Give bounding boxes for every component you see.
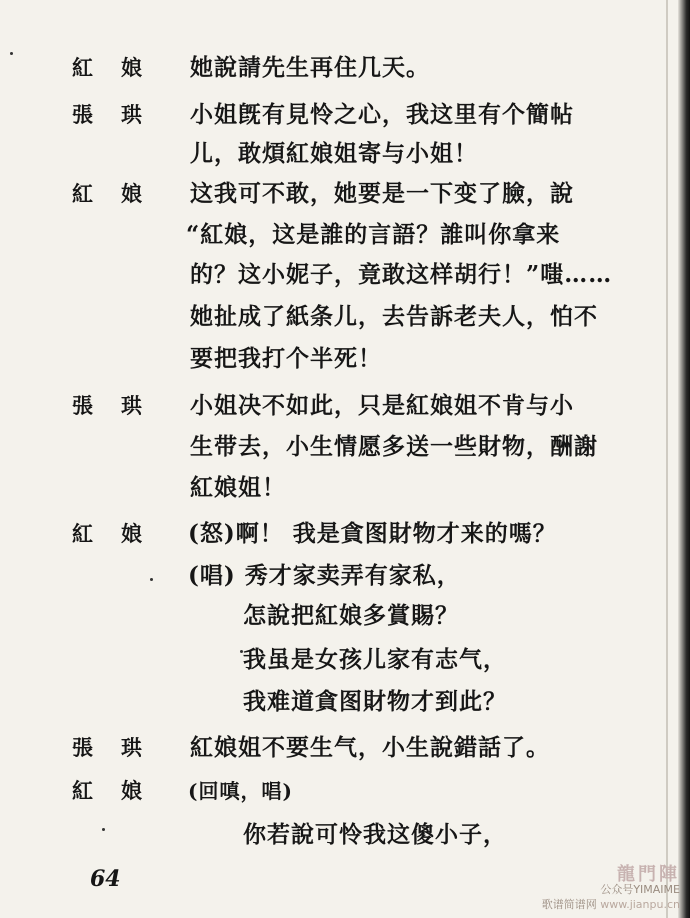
dialogue-text: 你若說可怜我这傻小子， [243, 821, 507, 848]
dialogue-text: 紅娘姐！ [190, 474, 286, 501]
watermark-site [542, 897, 680, 912]
ink-speck [10, 52, 13, 55]
dialogue-text: 小姐决不如此，只是紅娘姐不肯与小 [190, 392, 574, 419]
dialogue-text: 她說請先生再住几天。 [190, 54, 430, 81]
dialogue-text: (怒)啊！ 我是貪图財物才来的嗎？ [188, 520, 557, 547]
dialogue-text: 生带去，小生情愿多送一些財物，酬謝 [190, 433, 598, 460]
watermark [541, 864, 680, 912]
dialogue-text: 儿，敢煩紅娘姐寄与小姐！ [190, 140, 478, 167]
watermark-logo: 龍門陣 [617, 864, 680, 885]
dialogue-text: (回嗔，唱) [188, 779, 293, 803]
speaker-label: 紅娘 [72, 778, 170, 803]
watermark-site-label: 歌谱简谱网 [541, 898, 597, 911]
ink-speck [150, 578, 153, 581]
dialogue-text: “紅娘，这是誰的言語？誰叫你拿来 [186, 221, 561, 248]
watermark-url: www.jianpu.cn [600, 898, 680, 911]
dialogue-text: 要把我打个半死！ [190, 345, 382, 372]
page-number: 64 [90, 866, 121, 892]
dialogue-text: 怎說把紅娘多賞賜？ [243, 602, 459, 629]
speaker-label: 張珙 [72, 102, 170, 127]
dialogue-text: 的？这小妮子，竟敢这样胡行！”嗤…… [190, 261, 613, 288]
watermark-brand: 公众号YIMAIME [600, 883, 680, 896]
page-edge-shadow [678, 0, 690, 918]
ink-speck [102, 828, 105, 831]
dialogue-text: 她扯成了紙条儿，去告訴老夫人，怕不 [190, 303, 598, 330]
dialogue-text: 我难道貪图財物才到此？ [243, 688, 507, 715]
speaker-label: 張珙 [72, 735, 170, 760]
dialogue-text: 这我可不敢，她要是一下变了臉，說 [190, 180, 574, 207]
dialogue-text: (唱) 秀才家卖弄有家私， [188, 562, 461, 589]
binding-line [666, 0, 668, 918]
dialogue-text: 紅娘姐不要生气，小生說錯話了。 [190, 734, 550, 761]
speaker-label: 紅娘 [72, 181, 170, 206]
speaker-label: 張珙 [72, 393, 170, 418]
speaker-label: 紅娘 [72, 55, 170, 80]
dialogue-text: 小姐旣有見怜之心，我这里有个簡帖 [190, 101, 574, 128]
dialogue-text: 我虽是女孩儿家有志气， [243, 646, 507, 673]
speaker-label: 紅娘 [72, 521, 170, 546]
